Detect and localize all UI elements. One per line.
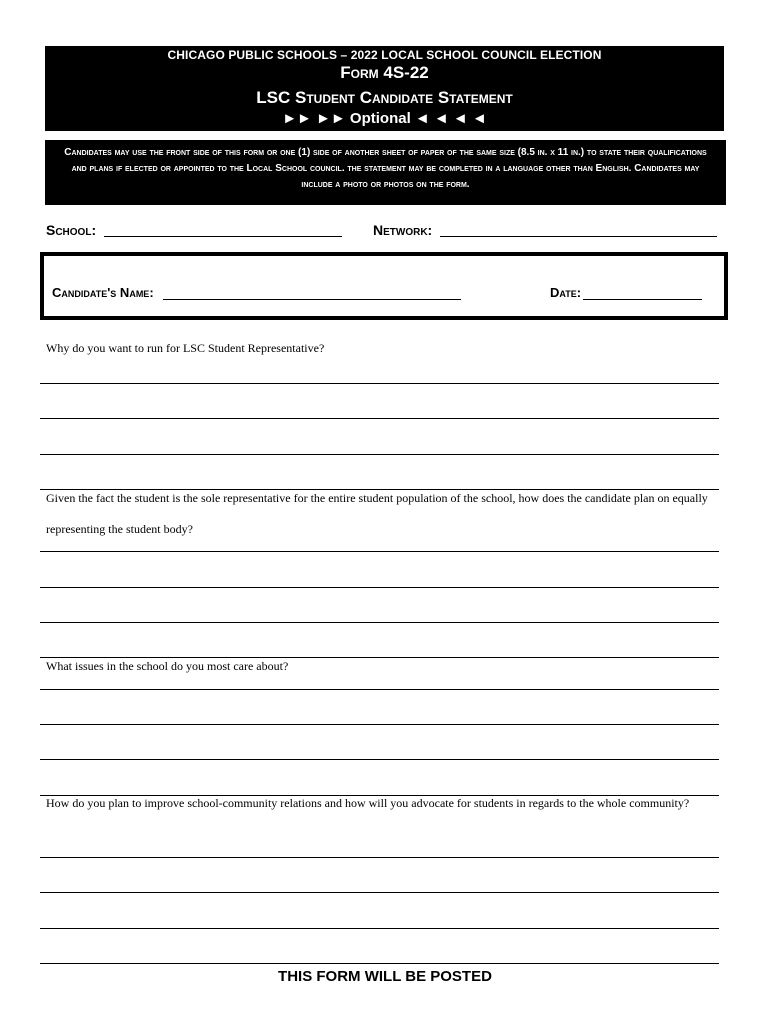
answer-line[interactable] xyxy=(40,418,719,419)
question-4: How do you plan to improve school-community relations and how will you advocate for students in regards to the whole community? xyxy=(46,796,690,810)
date-field[interactable] xyxy=(583,283,702,300)
answer-line[interactable] xyxy=(40,689,719,690)
candidate-name-field[interactable] xyxy=(163,283,461,300)
form-number: Form 4S-22 xyxy=(340,63,429,82)
answer-line[interactable] xyxy=(40,759,719,760)
answer-line[interactable] xyxy=(40,622,719,623)
election-title: CHICAGO PUBLIC SCHOOLS – 2022 LOCAL SCHOOL COUNCIL ELECTION xyxy=(167,48,602,62)
answer-line[interactable] xyxy=(40,857,719,858)
answer-line[interactable] xyxy=(40,454,719,455)
question-1: Why do you want to run for LSC Student Representative? xyxy=(46,341,325,355)
answer-line[interactable] xyxy=(40,587,719,588)
posting-notice: THIS FORM WILL BE POSTED xyxy=(278,968,492,985)
answer-line[interactable] xyxy=(40,383,719,384)
question-2: Given the fact the student is the sole representative for the entire student population of the school, how does the candidate plan on equally representing the student body? xyxy=(46,491,708,536)
form-header xyxy=(45,46,724,131)
optional-label: ►► ►► Optional ◄ ◄ ◄ ◄ xyxy=(282,110,487,127)
school-label: School: xyxy=(46,222,97,238)
answer-line[interactable] xyxy=(40,724,719,725)
question-3: What issues in the school do you most care about? xyxy=(46,659,289,673)
network-field[interactable] xyxy=(440,220,717,237)
instructions-notice: Candidates may use the front side of this form or one (1) side of another sheet of paper of the same size (8.5 in. x 11 in.) to state their qualifications and plans if elected or appointed to the Local School council. the statement may be completed in a language other than English. Candidates may include a photo or photos on the form. xyxy=(45,140,726,205)
form-title: LSC Student Candidate Statement xyxy=(256,88,513,107)
answer-line[interactable] xyxy=(40,928,719,929)
candidate-name-label: Candidate's Name: xyxy=(52,285,154,300)
answer-line[interactable] xyxy=(40,963,719,964)
network-label: Network: xyxy=(373,222,433,238)
answer-line[interactable] xyxy=(40,892,719,893)
date-label: Date: xyxy=(550,285,582,300)
answer-line[interactable] xyxy=(40,551,719,552)
candidate-info-box xyxy=(40,252,728,320)
school-field[interactable] xyxy=(104,220,342,237)
